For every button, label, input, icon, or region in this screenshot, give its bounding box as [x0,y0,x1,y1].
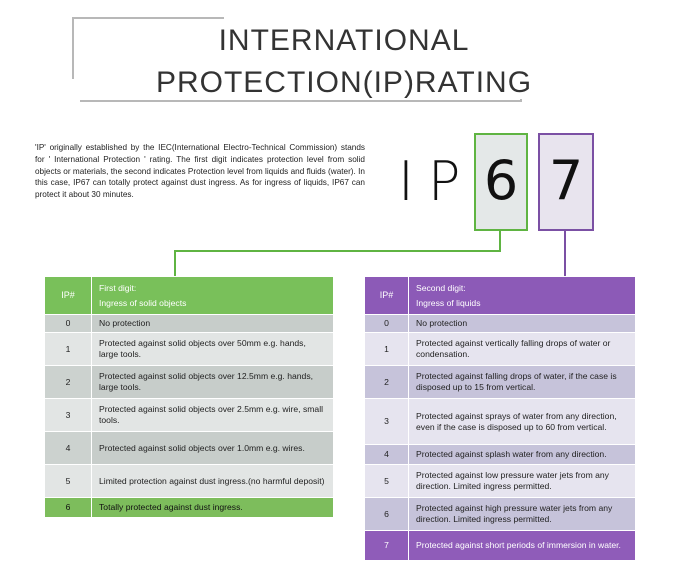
solids-header-line1: First digit: [99,282,137,293]
row-text: Totally protected against dust ingress. [92,498,334,518]
ip-code-letters: IP [398,150,475,213]
row-text: No protection [92,315,334,333]
first-digit: 6 [483,149,519,212]
table-row [365,366,636,399]
liquids-header-line2: Ingress of liquids [416,297,481,308]
table-row [45,432,334,465]
row-num: 5 [45,465,92,498]
row-num: 6 [365,498,409,531]
row-text: Protected against splash water from any direction. [409,445,636,465]
green-connector-vertical-left [174,250,176,276]
table-row [365,498,636,531]
row-text: Protected against high pressure water jets from any direction. Limited ingress permitted. [409,498,636,531]
table-row [365,465,636,498]
table-row [365,333,636,366]
row-num: 4 [365,445,409,465]
table-row [45,315,334,333]
table-row [45,465,334,498]
liquids-header-line1: Second digit: [416,282,466,293]
table-row-highlighted [45,498,334,518]
first-digit-box [474,133,528,231]
row-text: Protected against low pressure water jets from any direction. Limited ingress permitted. [409,465,636,498]
row-text: Protected against sprays of water from any direction, even if the case is disposed up to 60 from vertical. [409,399,636,445]
page-title-line2-text: PROTECTION(IP)RATING [150,66,538,99]
row-num: 4 [45,432,92,465]
row-text: Protected against solid objects over 2.5mm e.g. wire, small tools. [92,399,334,432]
row-num: 0 [45,315,92,333]
solids-col-num: IP# [45,277,92,315]
row-num: 1 [365,333,409,366]
row-text: Protected against short periods of immersion in water. [409,531,636,561]
purple-connector [564,229,566,276]
liquids-header-cell [409,277,636,315]
row-num: 6 [45,498,92,518]
row-text: Limited protection against dust ingress.(no harmful deposit) [92,465,334,498]
row-num: 2 [45,366,92,399]
row-text: No protection [409,315,636,333]
solids-table-header [45,277,334,315]
intro-paragraph: 'IP' originally established by the IEC(International Electro-Technical Commission) stands for ' International Protection ' rating. The first digit indicates protection level from solid objects or materials, the second indicates Protection level from liquids and fluids (water). In this case, IP67 can totally protect against dust ingress. As for ingress of liquids, IP67 can protect it about 30 minutes. [35,143,365,200]
table-row [365,315,636,333]
row-num: 1 [45,333,92,366]
row-text: Protected against falling drops of water, if the case is disposed up to 15 from vertical. [409,366,636,399]
solids-header-line2: Ingress of solid objects [99,297,187,308]
green-connector-horizontal [174,250,501,252]
page-title-line2 [4,66,680,100]
solids-header-cell [92,277,334,315]
row-num: 2 [365,366,409,399]
row-num: 5 [365,465,409,498]
page-title-line1: INTERNATIONAL [218,24,470,57]
green-connector-vertical-right [499,229,501,251]
liquids-table [364,276,636,561]
second-digit-box [538,133,594,231]
row-num: 3 [45,399,92,432]
table-row [45,399,334,432]
row-text: Protected against solid objects over 50mm e.g. hands, large tools. [92,333,334,366]
table-row [45,333,334,366]
row-text: Protected against solid objects over 1.0mm e.g. wires. [92,432,334,465]
table-row [45,366,334,399]
second-digit: 7 [548,149,584,212]
liquids-table-header [365,277,636,315]
row-num: 0 [365,315,409,333]
table-row-highlighted [365,531,636,561]
table-row [365,399,636,445]
liquids-col-num: IP# [365,277,409,315]
row-text: Protected against vertically falling drops of water or condensation. [409,333,636,366]
row-num: 7 [365,531,409,561]
table-row [365,445,636,465]
solids-table [44,276,334,518]
row-num: 3 [365,399,409,445]
row-text: Protected against solid objects over 12.5mm e.g. hands, large tools. [92,366,334,399]
